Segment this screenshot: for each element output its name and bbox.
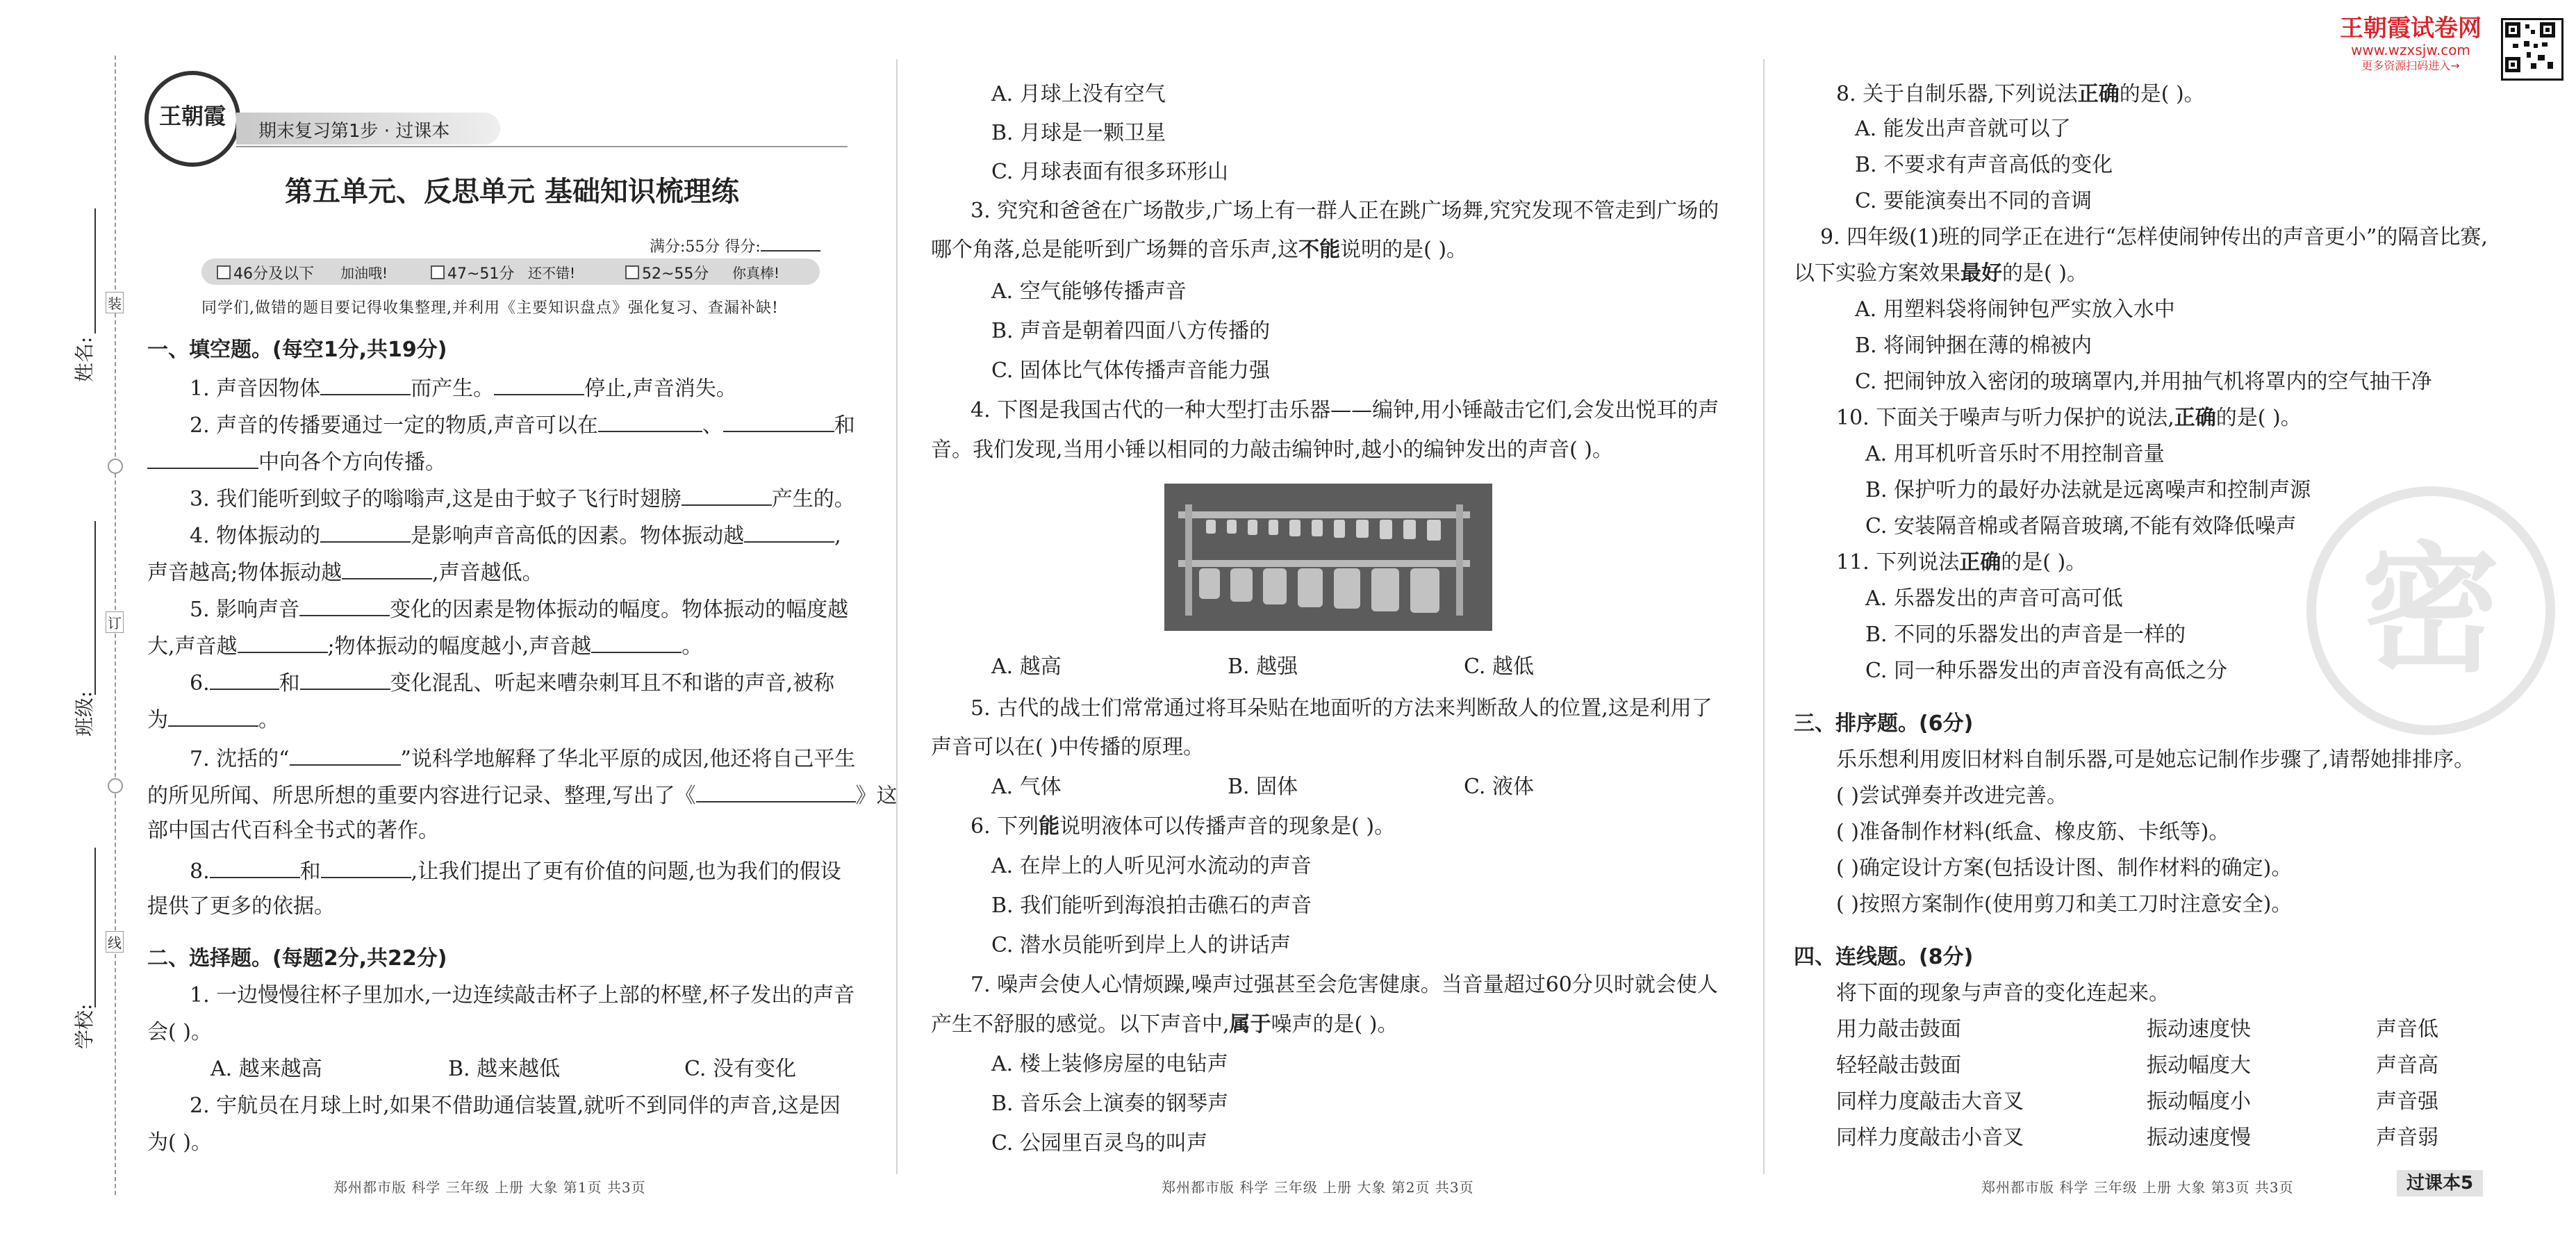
class-label: 班级: [73,691,96,736]
blank[interactable] [210,856,300,878]
q2-9: 9. 四年级(1)班的同学正在进行“怎样使闹钟传出的声音更小”的隔音比赛, [1820,225,2488,249]
q2-1-option-c[interactable]: C. 没有变化 [684,1057,796,1081]
q2-11: 11. 下列说法正确的是( )。 [1836,550,2087,575]
q1-3: 3. 我们能听到蚊子的嗡嗡声,这是由于蚊子飞行时翅膀 产生的。 [190,484,855,513]
q2-2b: 为( )。 [147,1130,212,1155]
match-middle-4[interactable]: 振动速度慢 [2147,1126,2251,1150]
section-1-heading: 一、填空题。(每空1分,共19分) [147,338,447,362]
q2-4-option-b[interactable]: B. 越强 [1228,655,1298,679]
q2-9-option-a[interactable]: A. 用塑料袋将闹钟包严实放入水中 [1855,297,2175,322]
school-line [94,848,96,1007]
q2-4-option-c[interactable]: C. 越低 [1464,655,1534,679]
blank[interactable] [342,557,432,579]
q2-8-option-c[interactable]: C. 要能演奏出不同的音调 [1855,189,2092,213]
match-left-4[interactable]: 同样力度敲击小音叉 [1836,1126,2024,1150]
rating-box-1[interactable] [217,265,231,279]
match-right-4[interactable]: 声音弱 [2376,1126,2438,1150]
instruction: 同学们,做错的题目要记得收集整理,并利用《主要知识盘点》强化复习、查漏补缺! [201,299,779,317]
blank[interactable] [299,594,390,616]
q2-7b: 产生不舒服的感觉。以下声音中,属于噪声的是( )。 [931,1012,1398,1037]
blank[interactable] [696,780,856,802]
q1-8: 8. 和 ,让我们提出了更有价值的问题,也为我们的假设 [190,856,841,886]
q2-3: 3. 究究和爸爸在广场散步,广场上有一群人正在跳广场舞,究究发现不管走到广场的 [971,199,1719,223]
q2-11-option-c[interactable]: C. 同一种乐器发出的声音没有高低之分 [1865,659,2227,683]
q3-step-1[interactable]: ( )尝试弹奏并改进完善。 [1836,784,2067,808]
q2-4b: 音。我们发现,当用小锤以相同的力敲击编钟时,越小的编钟发出的声音( )。 [931,438,1614,462]
page-title: 第五单元、反思单元 基础知识梳理练 [285,176,739,208]
blank[interactable] [744,520,834,543]
q1-5: 5. 影响声音 变化的因素是物体振动的幅度。物体振动的幅度越 [190,594,848,624]
q2-4-option-a[interactable]: A. 越高 [991,655,1062,679]
q1-6: 6. 和 变化混乱、听起来嘈杂刺耳且不和谐的声音,被称 [190,668,834,698]
brand-url: www.wzxsjw.com [2351,42,2470,58]
match-middle-3[interactable]: 振动幅度小 [2147,1089,2251,1114]
q1-7c: 部中国古代百科全书式的著作。 [147,818,439,843]
bind-mark-1: 装 [106,292,124,313]
rating-1: 46分及以下 [233,265,314,283]
q1-2: 2. 声音的传播要通过一定的物质,声音可以在 、 和 [190,410,855,440]
page-badge-text: 过课本5 [2406,1173,2474,1194]
blank[interactable] [320,373,411,395]
secret-stamp-text: 密 [2361,529,2500,691]
q2-6-option-b[interactable]: B. 我们能听到海浪拍击礁石的声音 [991,894,1312,918]
q2-6-option-a[interactable]: A. 在岸上的人听见河水流动的声音 [991,854,1312,878]
rating-2-note: 还不错! [528,265,576,281]
q2-1b: 会( )。 [147,1020,212,1044]
name-line [94,208,96,334]
q2-3b: 哪个角落,总是能听到广场舞的音乐声,这不能说明的是( )。 [931,238,1468,262]
score-text: 满分:55分 得分: [650,238,761,256]
q2-3-option-b[interactable]: B. 声音是朝着四面八方传播的 [991,319,1271,343]
bind-mark-2: 订 [106,611,124,633]
q2-1: 1. 一边慢慢往杯子里加水,一边连续敲击杯子上部的杯壁,杯子发出的声音 [190,983,855,1007]
q1-7: 7. 沈括的“ ”说科学地解释了华北平原的成因,他还将自己平生 [190,743,855,773]
q1-4b: 声音越高;物体振动越 ,声音越低。 [147,557,543,587]
q2-7-option-b[interactable]: B. 音乐会上演奏的钢琴声 [991,1092,1229,1116]
q2-5-option-a[interactable]: A. 气体 [991,775,1062,799]
blank[interactable] [682,484,772,506]
class-field [69,691,97,792]
blank[interactable] [210,668,279,690]
blank[interactable] [321,856,411,878]
rating-box-2[interactable] [431,265,445,279]
blank[interactable] [320,520,411,543]
q2-8-option-b[interactable]: B. 不要求有声音高低的变化 [1855,153,2113,177]
qr-pattern [2503,20,2557,74]
q1-6b: 为 。 [147,705,279,734]
match-left-3[interactable]: 同样力度敲击大音叉 [1836,1089,2024,1114]
brand-block[interactable] [2326,15,2495,74]
school-field [69,1003,97,1105]
q1-5b: 大,声音越 ;物体振动的幅度越小,声音越 。 [147,631,702,661]
q2-8: 8. 关于自制乐器,下列说法正确的是( )。 [1836,82,2205,106]
banner-rule [236,146,848,147]
q2-9-option-c[interactable]: C. 把闹钟放入密闭的玻璃罩内,并用抽气机将罩内的空气抽干净 [1855,370,2432,394]
rating-box-3[interactable] [625,265,639,279]
q2-11-option-a[interactable]: A. 乐器发出的声音可高可低 [1865,586,2123,611]
brand-name: 王朝霞试卷网 [2340,15,2482,42]
match-left-1[interactable]: 用力敲击鼓面 [1836,1017,1961,1042]
q2-10-option-c[interactable]: C. 安装隔音棉或者隔音玻璃,不能有效降低噪声 [1865,514,2297,538]
blank[interactable] [723,410,834,432]
school-label: 学校: [73,1003,96,1049]
q2-6: 6. 下列能说明液体可以传播声音的现象是( )。 [971,814,1396,839]
name-field [69,334,97,431]
bind-circle-1 [108,459,123,474]
step-banner [236,113,500,145]
q1-2b: 中向各个方向传播。 [147,447,446,477]
score-line [650,235,820,256]
logo-badge [145,71,240,167]
q2-5: 5. 古代的战士们常常通过将耳朵贴在地面听的方法来判断敌人的位置,这是利用了 [971,696,1712,721]
secret-stamp [2306,486,2555,735]
q2-8-option-a[interactable]: A. 能发出声音就可以了 [1855,117,2071,141]
bianzhong-image [1164,484,1492,631]
q3-step-4[interactable]: ( )按照方案制作(使用剪刀和美工刀时注意安全)。 [1836,892,2293,916]
footer-page-2: 郑州都市版 科学 三年级 上册 大象 第2页 共3页 [1162,1179,1474,1196]
q2-2: 2. 宇航员在月球上时,如果不借助通信装置,就听不到同伴的声音,这是因 [190,1094,841,1118]
blank[interactable] [238,631,328,653]
blank[interactable] [494,373,584,395]
blank[interactable] [300,668,390,690]
section-4-heading: 四、连线题。(8分) [1794,945,1974,969]
match-middle-1[interactable]: 振动速度快 [2147,1017,2251,1042]
match-right-1[interactable]: 声音低 [2376,1017,2438,1042]
rating-2: 47~51分 [447,265,515,283]
q2-3-option-c[interactable]: C. 固体比气体传播声音能力强 [991,359,1270,383]
q2-10-option-b[interactable]: B. 保护听力的最好办法就是远离噪声和控制声源 [1865,478,2311,502]
match-left-2[interactable]: 轻轻敲击鼓面 [1836,1053,1961,1078]
q2-1-option-b[interactable]: B. 越来越低 [448,1057,561,1081]
rating-3-note: 你真棒! [732,265,780,281]
q2-7-option-a[interactable]: A. 楼上装修房屋的电钻声 [991,1052,1228,1076]
section-2-heading: 二、选择题。(每题2分,共22分) [147,946,447,971]
page-badge [2397,1170,2483,1196]
match-right-3[interactable]: 声音强 [2376,1089,2438,1114]
step-banner-text: 期末复习第1步 · 过课本 [258,121,450,142]
column-divider-2 [1763,59,1765,1174]
q2-9-option-b[interactable]: B. 将闹钟捆在薄的棉被内 [1855,334,2092,358]
q2-3-option-a[interactable]: A. 空气能够传播声音 [991,279,1187,304]
blank[interactable] [598,410,702,432]
footer-page-1: 郑州都市版 科学 三年级 上册 大象 第1页 共3页 [333,1179,646,1196]
q2-9b: 以下实验方案效果最好的是( )。 [1794,261,2088,286]
q2-10-option-a[interactable]: A. 用耳机听音乐时不用控制音量 [1865,442,2165,466]
q2-1-option-a[interactable]: A. 越来越高 [210,1057,322,1081]
q2-2-option-c[interactable]: C. 月球表面有很多环形山 [991,160,1228,184]
q2-5-option-b[interactable]: B. 固体 [1228,775,1298,799]
q2-7: 7. 噪声会使人心情烦躁,噪声过强甚至会危害健康。当音量超过60分贝时就会使人 [971,973,1718,997]
q2-11-option-b[interactable]: B. 不同的乐器发出的声音是一样的 [1865,623,2186,647]
q4-intro: 将下面的现象与声音的变化连起来。 [1836,981,2170,1005]
blank[interactable] [591,631,682,653]
match-right-2[interactable]: 声音高 [2376,1053,2438,1078]
rating-bar [201,258,820,285]
footer-page-3: 郑州都市版 科学 三年级 上册 大象 第3页 共3页 [1981,1179,2294,1196]
q2-7-option-c[interactable]: C. 公园里百灵鸟的叫声 [991,1131,1207,1155]
score-blank[interactable] [761,236,820,252]
q2-10: 10. 下面关于噪声与听力保护的说法,正确的是( )。 [1836,406,2302,430]
column-divider-1 [896,59,898,1174]
q2-5-option-c[interactable]: C. 液体 [1464,775,1534,799]
class-line [94,521,96,695]
blank[interactable] [147,447,258,469]
qr-code-icon[interactable] [2501,18,2563,81]
q1-4: 4. 物体振动的 是影响声音高低的因素。物体振动越 , [190,520,841,550]
blank[interactable] [290,743,401,766]
rating-3: 52~55分 [642,265,709,283]
q3-step-2[interactable]: ( )准备制作材料(纸盒、橡皮筋、卡纸等)。 [1836,820,2230,844]
bind-circle-2 [108,778,123,793]
match-middle-2[interactable]: 振动幅度大 [2147,1053,2251,1078]
q1-1: 1. 声音因物体 而产生。 停止,声音消失。 [190,373,737,403]
q2-5b: 声音可以在( )中传播的原理。 [931,735,1204,759]
logo-text: 王朝霞 [158,103,226,129]
q3-intro: 乐乐想利用废旧材料自制乐器,可是她忘记制作步骤了,请帮她排排序。 [1836,748,2475,772]
name-label: 姓名: [73,336,96,382]
q2-2-option-b[interactable]: B. 月球是一颗卫星 [991,121,1166,145]
q2-2-option-a[interactable]: A. 月球上没有空气 [991,82,1166,106]
brand-note: 更多资源扫码进入→ [2361,59,2460,72]
section-3-heading: 三、排序题。(6分) [1794,711,1974,736]
q3-step-3[interactable]: ( )确定设计方案(包括设计图、制作材料的确定)。 [1836,856,2293,880]
rating-1-note: 加油哦! [340,265,388,281]
blank[interactable] [168,705,258,727]
q1-8b: 提供了更多的依据。 [147,894,335,919]
q1-7b: 的所见所闻、所思所想的重要内容进行记录、整理,写出了《 》这 [147,780,898,810]
q2-6-option-c[interactable]: C. 潜水员能听到岸上人的讲话声 [991,933,1291,957]
bind-mark-3: 线 [106,931,124,953]
q2-4: 4. 下图是我国古代的一种大型打击乐器——编钟,用小锤敲击它们,会发出悦耳的声 [971,398,1719,422]
bianzhong-illustration [1164,484,1492,631]
